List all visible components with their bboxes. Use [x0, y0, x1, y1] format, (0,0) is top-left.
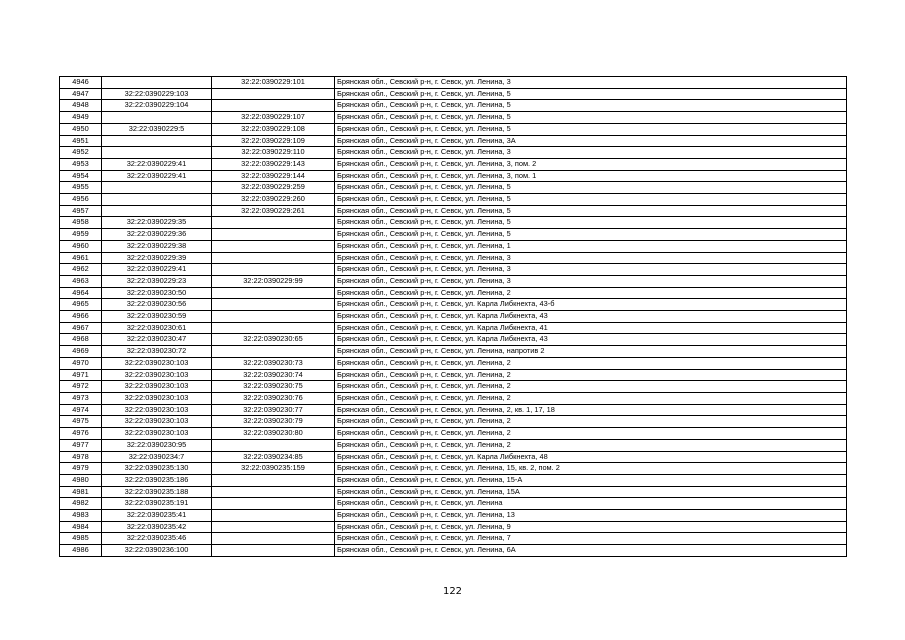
table-row: [60, 77, 847, 89]
address-cell: Брянская обл., Севский р-н, г. Севск, ул. Ленина, 3: [335, 252, 847, 264]
row-number-cell: 4979: [60, 463, 102, 475]
land-cadastral-number-cell: 32:22:0390235:130: [102, 463, 212, 475]
land-cadastral-number-cell: 32:22:0390230:103: [102, 392, 212, 404]
table-row: [60, 416, 847, 428]
object-cadastral-number-cell: [212, 474, 335, 486]
table-row: [60, 322, 847, 334]
table-row: [60, 404, 847, 416]
table-row: [60, 112, 847, 124]
table-row: [60, 369, 847, 381]
land-cadastral-number-cell: 32:22:0390229:38: [102, 240, 212, 252]
land-cadastral-number-cell: 32:22:0390230:103: [102, 404, 212, 416]
address-cell: Брянская обл., Севский р-н, г. Севск, ул. Ленина, 5: [335, 194, 847, 206]
row-number-cell: 4950: [60, 123, 102, 135]
land-cadastral-number-cell: [102, 77, 212, 89]
row-number-cell: 4982: [60, 498, 102, 510]
land-cadastral-number-cell: [102, 205, 212, 217]
object-cadastral-number-cell: 32:22:0390230:76: [212, 392, 335, 404]
land-cadastral-number-cell: 32:22:0390235:46: [102, 533, 212, 545]
table-row: [60, 100, 847, 112]
table-row: [60, 334, 847, 346]
object-cadastral-number-cell: 32:22:0390230:73: [212, 357, 335, 369]
object-cadastral-number-cell: [212, 229, 335, 241]
land-cadastral-number-cell: 32:22:0390230:47: [102, 334, 212, 346]
object-cadastral-number-cell: 32:22:0390229:99: [212, 275, 335, 287]
table-row: [60, 510, 847, 522]
row-number-cell: 4983: [60, 510, 102, 522]
row-number-cell: 4970: [60, 357, 102, 369]
address-cell: Брянская обл., Севский р-н, г. Севск, ул. Ленина, 7: [335, 533, 847, 545]
address-cell: Брянская обл., Севский р-н, г. Севск, ул. Ленина, 3: [335, 147, 847, 159]
address-cell: Брянская обл., Севский р-н, г. Севск, ул. Ленина, 2: [335, 439, 847, 451]
land-cadastral-number-cell: 32:22:0390230:59: [102, 311, 212, 323]
row-number-cell: 4948: [60, 100, 102, 112]
object-cadastral-number-cell: [212, 486, 335, 498]
object-cadastral-number-cell: [212, 252, 335, 264]
object-cadastral-number-cell: 32:22:0390229:143: [212, 158, 335, 170]
object-cadastral-number-cell: 32:22:0390229:260: [212, 194, 335, 206]
address-cell: Брянская обл., Севский р-н, г. Севск, ул. Ленина, 13: [335, 510, 847, 522]
object-cadastral-number-cell: 32:22:0390229:144: [212, 170, 335, 182]
address-cell: Брянская обл., Севский р-н, г. Севск, ул. Ленина, 2: [335, 369, 847, 381]
land-cadastral-number-cell: [102, 147, 212, 159]
table-row: [60, 451, 847, 463]
row-number-cell: 4953: [60, 158, 102, 170]
address-cell: Брянская обл., Севский р-н, г. Севск, ул. Ленина, 3: [335, 77, 847, 89]
land-cadastral-number-cell: 32:22:0390230:103: [102, 416, 212, 428]
row-number-cell: 4977: [60, 439, 102, 451]
address-cell: Брянская обл., Севский р-н, г. Севск, ул. Ленина, напротив 2: [335, 346, 847, 358]
object-cadastral-number-cell: 32:22:0390229:261: [212, 205, 335, 217]
land-cadastral-number-cell: 32:22:0390230:72: [102, 346, 212, 358]
object-cadastral-number-cell: 32:22:0390230:77: [212, 404, 335, 416]
land-cadastral-number-cell: [102, 182, 212, 194]
land-cadastral-number-cell: 32:22:0390229:5: [102, 123, 212, 135]
table-row: [60, 158, 847, 170]
table-row: [60, 170, 847, 182]
land-cadastral-number-cell: 32:22:0390230:103: [102, 428, 212, 440]
row-number-cell: 4964: [60, 287, 102, 299]
object-cadastral-number-cell: 32:22:0390229:110: [212, 147, 335, 159]
object-cadastral-number-cell: [212, 264, 335, 276]
row-number-cell: 4974: [60, 404, 102, 416]
table-row: [60, 357, 847, 369]
object-cadastral-number-cell: [212, 498, 335, 510]
table-row: [60, 381, 847, 393]
object-cadastral-number-cell: 32:22:0390230:79: [212, 416, 335, 428]
row-number-cell: 4960: [60, 240, 102, 252]
object-cadastral-number-cell: 32:22:0390229:259: [212, 182, 335, 194]
address-cell: Брянская обл., Севский р-н, г. Севск, ул. Ленина, 5: [335, 205, 847, 217]
address-cell: Брянская обл., Севский р-н, г. Севск, ул. Ленина, 15-А: [335, 474, 847, 486]
object-cadastral-number-cell: [212, 521, 335, 533]
object-cadastral-number-cell: [212, 510, 335, 522]
land-cadastral-number-cell: [102, 135, 212, 147]
row-number-cell: 4956: [60, 194, 102, 206]
address-cell: Брянская обл., Севский р-н, г. Севск, ул. Ленина, 3: [335, 264, 847, 276]
address-cell: Брянская обл., Севский р-н, г. Севск, ул. Ленина, 3, пом. 2: [335, 158, 847, 170]
object-cadastral-number-cell: [212, 217, 335, 229]
row-number-cell: 4981: [60, 486, 102, 498]
object-cadastral-number-cell: 32:22:0390230:74: [212, 369, 335, 381]
address-cell: Брянская обл., Севский р-н, г. Севск, ул. Ленина, 2: [335, 287, 847, 299]
table-row: [60, 428, 847, 440]
address-cell: Брянская обл., Севский р-н, г. Севск, ул. Карла Либкнехта, 48: [335, 451, 847, 463]
address-cell: Брянская обл., Севский р-н, г. Севск, ул. Карла Либкнехта, 41: [335, 322, 847, 334]
object-cadastral-number-cell: 32:22:0390229:101: [212, 77, 335, 89]
table-row: [60, 486, 847, 498]
address-cell: Брянская обл., Севский р-н, г. Севск, ул. Ленина, 5: [335, 88, 847, 100]
address-cell: Брянская обл., Севский р-н, г. Севск, ул. Карла Либкнехта, 43-б: [335, 299, 847, 311]
address-cell: Брянская обл., Севский р-н, г. Севск, ул. Ленина, 5: [335, 217, 847, 229]
row-number-cell: 4962: [60, 264, 102, 276]
land-cadastral-number-cell: 32:22:0390230:56: [102, 299, 212, 311]
registry-table-body: [60, 77, 847, 557]
object-cadastral-number-cell: 32:22:0390230:75: [212, 381, 335, 393]
table-row: [60, 123, 847, 135]
land-cadastral-number-cell: 32:22:0390229:36: [102, 229, 212, 241]
land-cadastral-number-cell: 32:22:0390229:35: [102, 217, 212, 229]
object-cadastral-number-cell: 32:22:0390230:65: [212, 334, 335, 346]
row-number-cell: 4961: [60, 252, 102, 264]
land-cadastral-number-cell: 32:22:0390236:100: [102, 545, 212, 557]
table-row: [60, 311, 847, 323]
object-cadastral-number-cell: [212, 346, 335, 358]
row-number-cell: 4984: [60, 521, 102, 533]
land-cadastral-number-cell: 32:22:0390230:103: [102, 369, 212, 381]
registry-table: [59, 76, 847, 557]
row-number-cell: 4986: [60, 545, 102, 557]
object-cadastral-number-cell: [212, 88, 335, 100]
object-cadastral-number-cell: 32:22:0390235:159: [212, 463, 335, 475]
row-number-cell: 4978: [60, 451, 102, 463]
object-cadastral-number-cell: [212, 322, 335, 334]
address-cell: Брянская обл., Севский р-н, г. Севск, ул. Ленина, 15, кв. 2, пом. 2: [335, 463, 847, 475]
row-number-cell: 4985: [60, 533, 102, 545]
table-row: [60, 545, 847, 557]
object-cadastral-number-cell: [212, 439, 335, 451]
row-number-cell: 4966: [60, 311, 102, 323]
row-number-cell: 4946: [60, 77, 102, 89]
row-number-cell: 4975: [60, 416, 102, 428]
address-cell: Брянская обл., Севский р-н, г. Севск, ул. Ленина, 9: [335, 521, 847, 533]
table-row: [60, 240, 847, 252]
land-cadastral-number-cell: 32:22:0390235:191: [102, 498, 212, 510]
table-row: [60, 135, 847, 147]
land-cadastral-number-cell: 32:22:0390229:104: [102, 100, 212, 112]
land-cadastral-number-cell: 32:22:0390229:41: [102, 170, 212, 182]
table-row: [60, 275, 847, 287]
land-cadastral-number-cell: 32:22:0390229:41: [102, 158, 212, 170]
object-cadastral-number-cell: [212, 287, 335, 299]
object-cadastral-number-cell: 32:22:0390230:80: [212, 428, 335, 440]
address-cell: Брянская обл., Севский р-н, г. Севск, ул. Ленина, 2: [335, 416, 847, 428]
row-number-cell: 4976: [60, 428, 102, 440]
address-cell: Брянская обл., Севский р-н, г. Севск, ул. Ленина, 5: [335, 123, 847, 135]
address-cell: Брянская обл., Севский р-н, г. Севск, ул. Ленина, 5: [335, 182, 847, 194]
address-cell: Брянская обл., Севский р-н, г. Севск, ул. Ленина: [335, 498, 847, 510]
land-cadastral-number-cell: 32:22:0390235:41: [102, 510, 212, 522]
table-row: [60, 182, 847, 194]
row-number-cell: 4972: [60, 381, 102, 393]
table-row: [60, 346, 847, 358]
land-cadastral-number-cell: 32:22:0390229:103: [102, 88, 212, 100]
object-cadastral-number-cell: 32:22:0390229:108: [212, 123, 335, 135]
address-cell: Брянская обл., Севский р-н, г. Севск, ул. Ленина, 2, кв. 1, 17, 18: [335, 404, 847, 416]
address-cell: Брянская обл., Севский р-н, г. Севск, ул. Ленина, 1: [335, 240, 847, 252]
address-cell: Брянская обл., Севский р-н, г. Севск, ул. Карла Либкнехта, 43: [335, 311, 847, 323]
row-number-cell: 4947: [60, 88, 102, 100]
address-cell: Брянская обл., Севский р-н, г. Севск, ул. Ленина, 3, пом. 1: [335, 170, 847, 182]
object-cadastral-number-cell: [212, 311, 335, 323]
land-cadastral-number-cell: 32:22:0390230:50: [102, 287, 212, 299]
object-cadastral-number-cell: [212, 533, 335, 545]
address-cell: Брянская обл., Севский р-н, г. Севск, ул. Ленина, 15А: [335, 486, 847, 498]
row-number-cell: 4973: [60, 392, 102, 404]
land-cadastral-number-cell: [102, 112, 212, 124]
land-cadastral-number-cell: 32:22:0390235:186: [102, 474, 212, 486]
row-number-cell: 4967: [60, 322, 102, 334]
land-cadastral-number-cell: 32:22:0390229:23: [102, 275, 212, 287]
table-row: [60, 474, 847, 486]
table-row: [60, 229, 847, 241]
address-cell: Брянская обл., Севский р-н, г. Севск, ул. Ленина, 3А: [335, 135, 847, 147]
object-cadastral-number-cell: [212, 299, 335, 311]
object-cadastral-number-cell: 32:22:0390229:107: [212, 112, 335, 124]
table-row: [60, 147, 847, 159]
table-row: [60, 88, 847, 100]
address-cell: Брянская обл., Севский р-н, г. Севск, ул. Ленина, 5: [335, 229, 847, 241]
page-number: 122: [442, 586, 463, 597]
land-cadastral-number-cell: 32:22:0390234:7: [102, 451, 212, 463]
row-number-cell: 4968: [60, 334, 102, 346]
land-cadastral-number-cell: 32:22:0390229:39: [102, 252, 212, 264]
object-cadastral-number-cell: [212, 100, 335, 112]
address-cell: Брянская обл., Севский р-н, г. Севск, ул. Ленина, 5: [335, 100, 847, 112]
land-cadastral-number-cell: 32:22:0390230:103: [102, 357, 212, 369]
land-cadastral-number-cell: 32:22:0390229:41: [102, 264, 212, 276]
object-cadastral-number-cell: [212, 545, 335, 557]
table-row: [60, 533, 847, 545]
land-cadastral-number-cell: 32:22:0390235:42: [102, 521, 212, 533]
row-number-cell: 4957: [60, 205, 102, 217]
table-row: [60, 392, 847, 404]
address-cell: Брянская обл., Севский р-н, г. Севск, ул. Ленина, 2: [335, 357, 847, 369]
address-cell: Брянская обл., Севский р-н, г. Севск, ул. Ленина, 5: [335, 112, 847, 124]
address-cell: Брянская обл., Севский р-н, г. Севск, ул. Ленина, 2: [335, 428, 847, 440]
row-number-cell: 4949: [60, 112, 102, 124]
table-row: [60, 252, 847, 264]
land-cadastral-number-cell: [102, 194, 212, 206]
address-cell: Брянская обл., Севский р-н, г. Севск, ул. Ленина, 3: [335, 275, 847, 287]
table-row: [60, 217, 847, 229]
land-cadastral-number-cell: 32:22:0390235:188: [102, 486, 212, 498]
row-number-cell: 4969: [60, 346, 102, 358]
table-row: [60, 463, 847, 475]
table-row: [60, 205, 847, 217]
address-cell: Брянская обл., Севский р-н, г. Севск, ул. Ленина, 6А: [335, 545, 847, 557]
row-number-cell: 4965: [60, 299, 102, 311]
object-cadastral-number-cell: 32:22:0390229:109: [212, 135, 335, 147]
land-cadastral-number-cell: 32:22:0390230:61: [102, 322, 212, 334]
table-row: [60, 299, 847, 311]
row-number-cell: 4971: [60, 369, 102, 381]
row-number-cell: 4955: [60, 182, 102, 194]
table-row: [60, 521, 847, 533]
row-number-cell: 4954: [60, 170, 102, 182]
row-number-cell: 4958: [60, 217, 102, 229]
table-row: [60, 194, 847, 206]
land-cadastral-number-cell: 32:22:0390230:95: [102, 439, 212, 451]
land-cadastral-number-cell: 32:22:0390230:103: [102, 381, 212, 393]
address-cell: Брянская обл., Севский р-н, г. Севск, ул. Ленина, 2: [335, 392, 847, 404]
address-cell: Брянская обл., Севский р-н, г. Севск, ул. Карла Либкнехта, 43: [335, 334, 847, 346]
address-cell: Брянская обл., Севский р-н, г. Севск, ул. Ленина, 2: [335, 381, 847, 393]
object-cadastral-number-cell: [212, 240, 335, 252]
row-number-cell: 4959: [60, 229, 102, 241]
table-row: [60, 439, 847, 451]
row-number-cell: 4980: [60, 474, 102, 486]
table-row: [60, 498, 847, 510]
row-number-cell: 4952: [60, 147, 102, 159]
table-row: [60, 264, 847, 276]
row-number-cell: 4951: [60, 135, 102, 147]
object-cadastral-number-cell: 32:22:0390234:85: [212, 451, 335, 463]
table-row: [60, 287, 847, 299]
row-number-cell: 4963: [60, 275, 102, 287]
